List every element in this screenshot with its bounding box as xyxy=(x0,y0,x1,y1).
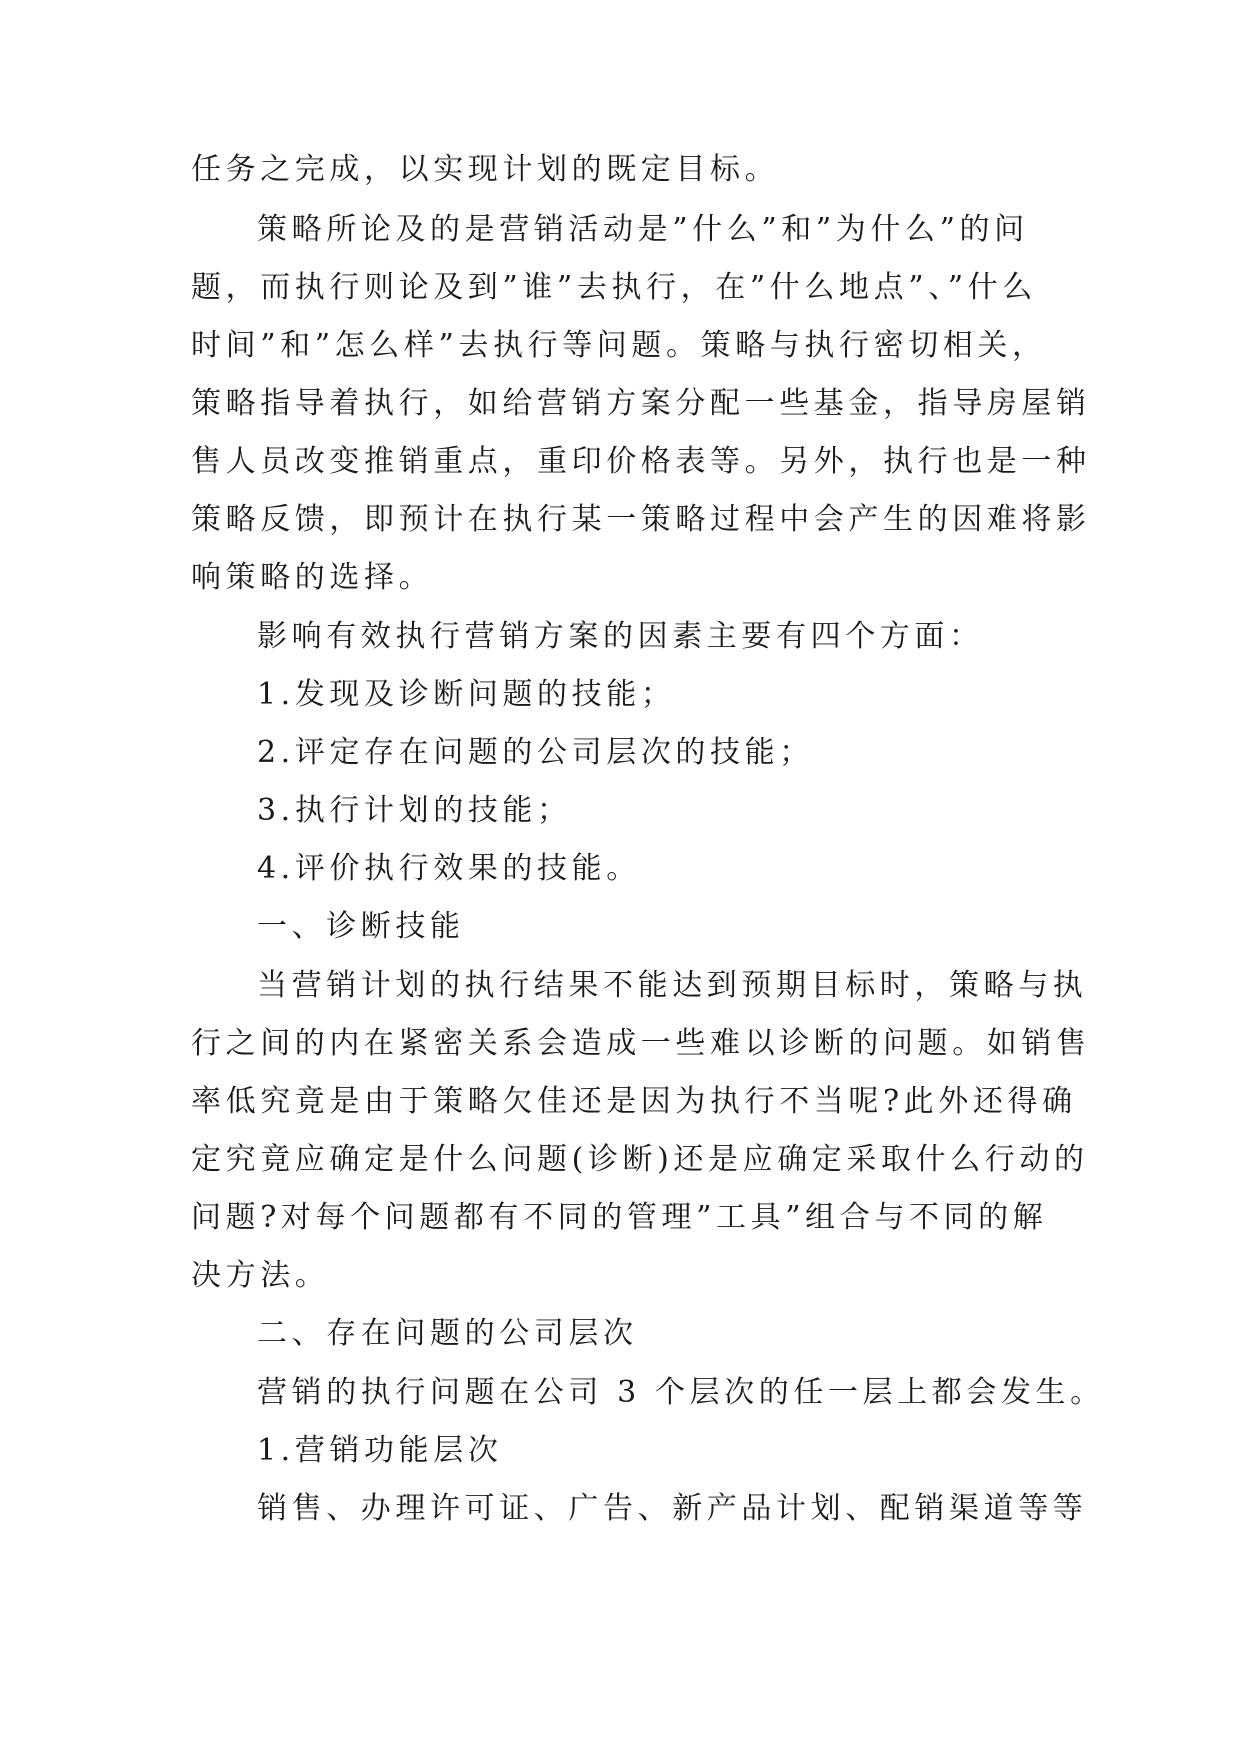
paragraph-first-line: 当营销计划的执行结果不能达到预期目标时，策略与执 xyxy=(257,968,1088,1003)
paragraph-first-line: 营销的执行问题在公司 3 个层次的任一层上都会发生。 xyxy=(257,1375,1105,1410)
text-line: 售人员改变推销重点，重印价格表等。另外，执行也是一种 xyxy=(191,444,1091,479)
section-heading: 二、存在问题的公司层次 xyxy=(257,1316,638,1351)
paragraph-first-line: 策略所论及的是营销活动是”什么”和”为什么”的问 xyxy=(257,212,1029,247)
section-heading: 一、诊断技能 xyxy=(257,909,465,944)
text-line: 率低究竟是由于策略欠佳还是因为执行不当呢?此外还得确 xyxy=(191,1084,1077,1119)
list-item: 2.评定存在问题的公司层次的技能； xyxy=(257,735,814,770)
text-line: 题，而执行则论及到”谁”去执行，在”什么地点”、”什么 xyxy=(191,270,1037,305)
text-line: 问题?对每个问题都有不同的管理”工具”组合与不同的解 xyxy=(191,1200,1048,1235)
list-item: 4.评价执行效果的技能。 xyxy=(257,851,641,886)
text-line: 策略指导着执行，如给营销方案分配一些基金，指导房屋销 xyxy=(191,386,1091,421)
text-line: 响策略的选择。 xyxy=(191,560,434,595)
subsection-heading: 1.营销功能层次 xyxy=(257,1433,503,1468)
text-line: 定究竟应确定是什么问题(诊断)还是应确定采取什么行动的 xyxy=(191,1142,1089,1177)
text-line: 行之间的内在紧密关系会造成一些难以诊断的问题。如销售 xyxy=(191,1026,1091,1061)
paragraph-first-line: 影响有效执行营销方案的因素主要有四个方面： xyxy=(257,619,984,654)
list-item: 3.执行计划的技能； xyxy=(257,793,572,828)
text-line: 策略反馈，即预计在执行某一策略过程中会产生的因难将影 xyxy=(191,502,1091,537)
text-line: 决方法。 xyxy=(191,1258,330,1293)
paragraph-first-line: 销售、办理许可证、广告、新产品计划、配销渠道等等 xyxy=(257,1491,1088,1526)
list-item: 1.发现及诊断问题的技能； xyxy=(257,677,676,712)
text-line: 任务之完成，以实现计划的既定目标。 xyxy=(191,152,780,187)
text-line: 时间”和”怎么样”去执行等问题。策略与执行密切相关， xyxy=(191,328,1047,363)
